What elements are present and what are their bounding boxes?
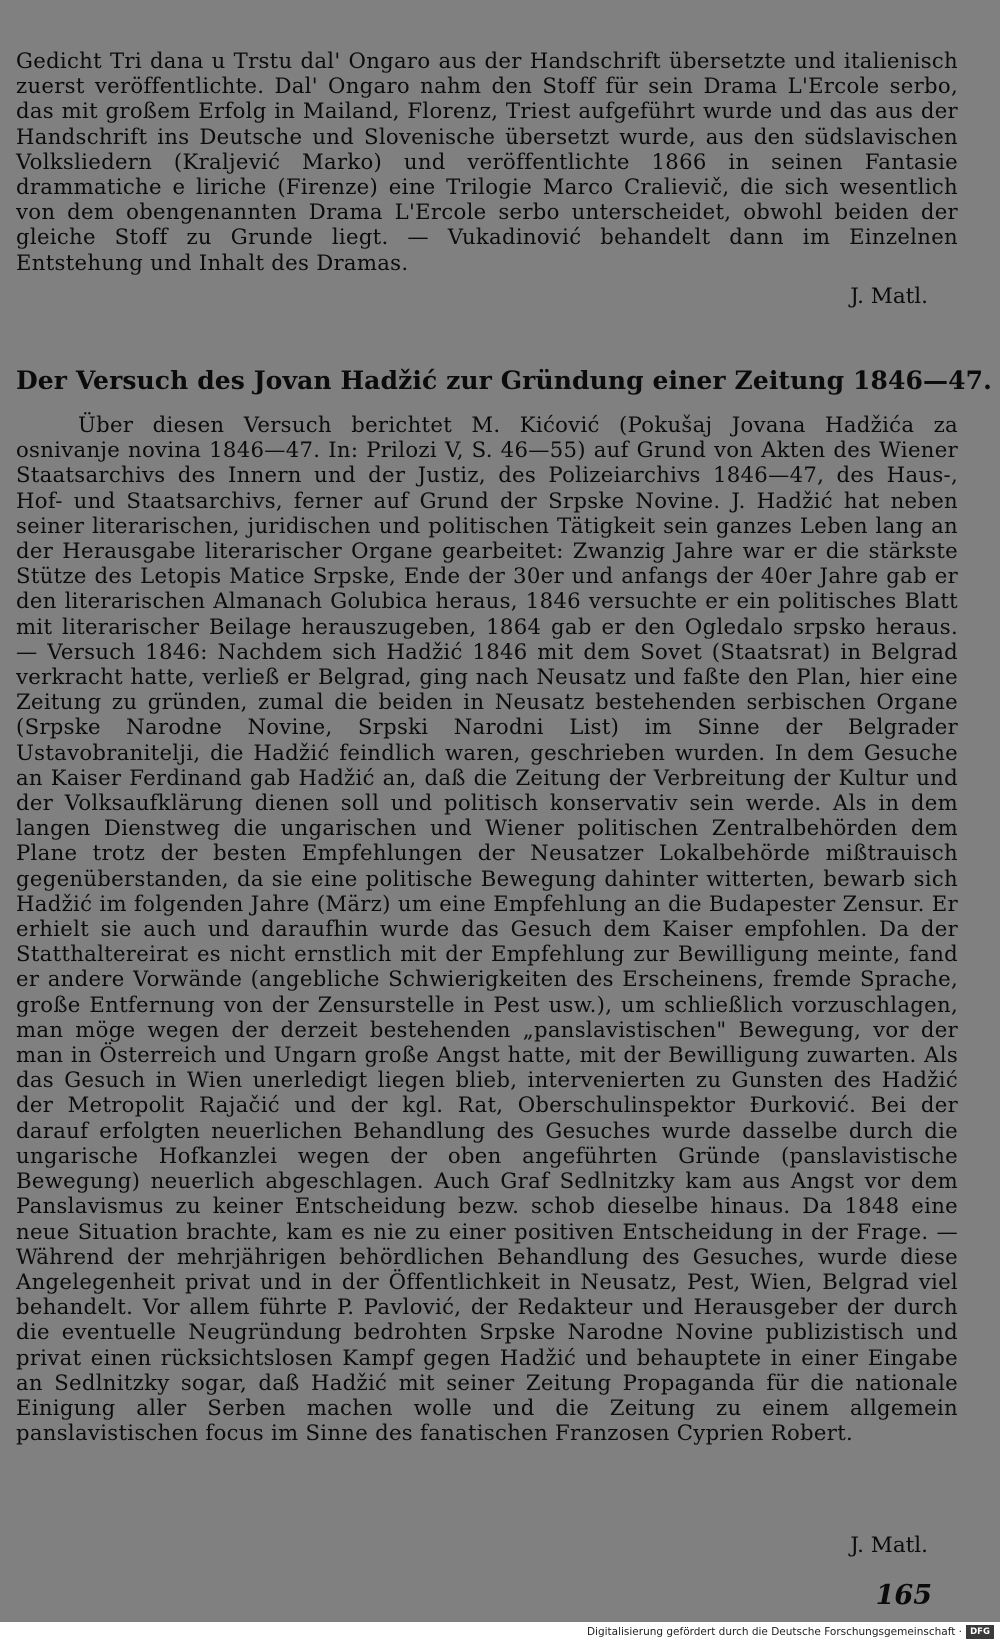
- article-1-body: Gedicht Tri dana u Trstu dal' Ongaro aus der Handschrift übersetzte und italienisch zuerst veröffentlichte. Dal' Ongaro nahm den Stoff für sein Drama L'Ercole serbo, das mit großem Erfolg in Mailand, Florenz, Triest aufgeführt wurde und das aus der Handschrift ins Deutsche und Slovenische übersetzt wurde, aus den südslavischen Volksliedern (Kraljević Marko) und veröffentlichte 1866 in seinen Fantasie drammatiche e liriche (Firenze) eine Trilogie Marco Cralievič, die sich wesentlich von dem obengenannten Drama L'Ercole serbo unterscheidet, obwohl beiden der gleiche Stoff zu Grunde liegt. — Vukadinović behandelt dann im Einzelnen Entstehung und Inhalt des Dramas.: [16, 48, 958, 275]
- article-2-title: Der Versuch des Jovan Hadžić zur Gründung einer Zeitung 1846—47.: [16, 366, 992, 395]
- funding-credit: Digitalisierung gefördert durch die Deutsche Forschungsgemeinschaft ·: [586, 1626, 962, 1638]
- digitization-footer: [0, 1622, 1000, 1642]
- article-1-signature: J. Matl.: [850, 284, 928, 309]
- page-number: 165: [875, 1580, 932, 1611]
- dfg-logo-icon: DFG: [966, 1625, 994, 1639]
- article-2-signature: J. Matl.: [850, 1533, 928, 1558]
- article-2-body: Über diesen Versuch berichtet M. Kićović (Pokušaj Jovana Hadžića za osnivanje novina 1846—47. In: Prilozi V, S. 46—55) auf Grund von Akten des Wiener Staatsarchivs des Innern und der Justiz, des Polizeiarchivs 1846—47, des Haus-, Hof- und Staatsarchivs, ferner auf Grund der Srpske Novine. J. Hadžić hat neben seiner literarischen, juridischen und politischen Tätigkeit sein ganzes Leben lang an der Herausgabe literarischer Organe gearbeitet: Zwanzig Jahre war er die stärkste Stütze des Letopis Matice Srpske, Ende der 30er und anfangs der 40er Jahre gab er den literarischen Almanach Golubica heraus, 1846 versuchte er ein politisches Blatt mit literarischer Beilage herauszugeben, 1864 gab er den Ogledalo srpsko heraus. — Versuch 1846: Nachdem sich Hadžić 1846 mit dem Sovet (Staatsrat) in Belgrad verkracht hatte, verließ er Belgrad, ging nach Neusatz und faßte den Plan, hier eine Zeitung zu gründen, zumal die beiden in Neusatz bestehenden serbischen Organe (Srpske Narodne Novine, Srpski Narodni List) im Sinne der Belgrader Ustavobranitelji, die Hadžić feindlich waren, geschrieben wurden. In dem Gesuche an Kaiser Ferdinand gab Hadžić an, daß die Zeitung der Verbreitung der Kultur und der Volksaufklärung dienen soll und politisch konservativ sein werde. Als in dem langen Dienstweg die ungarischen und Wiener politischen Zentralbehörden dem Plane trotz der besten Empfehlungen der Neusatzer Lokalbehörde mißtrauisch gegenüberstanden, da sie eine politische Bewegung dahinter witterten, bewarb sich Hadžić im folgenden Jahre (März) um eine Empfehlung an die Budapester Zensur. Er erhielt sie auch und daraufhin wurde das Gesuch dem Kaiser empfohlen. Da der Statthaltereirat es nicht ernstlich mit der Empfehlung zur Bewilligung meinte, fand er andere Vorwände (angebliche Schwierigkeiten des Erscheinens, fremde Sprache, große Entfernung von der Zensurstelle in Pest usw.), um schließlich vorzuschlagen, man möge wegen der derzeit bestehenden „panslavistischen" Bewegung, vor der man in Österreich und Ungarn große Angst hatte, mit der Bewilligung zuwarten. Als das Gesuch in Wien unerledigt liegen blieb, intervenierten zu Gunsten des Hadžić der Metropolit Rajačić und der kgl. Rat, Oberschulinspektor Đurković. Bei der darauf erfolgten neuerlichen Behandlung des Gesuches wurde dasselbe durch die ungarische Hofkanzlei wegen der oben angeführten Gründe (panslavistische Bewegung) neuerlich abgeschlagen. Auch Graf Sedlnitzky kam aus Angst vor dem Panslavismus zu keiner Entscheidung bezw. schob dieselbe hinaus. Da 1848 eine neue Situation brachte, kam es nie zu einer positiven Entscheidung in der Frage. — Während der mehrjährigen behördlichen Behandlung des Gesuches, wurde diese Angelegenheit privat und in der Öffentlichkeit in Neusatz, Pest, Wien, Belgrad viel behandelt. Vor allem führte P. Pavlović, der Redakteur und Herausgeber der durch die eventuelle Neugründung bedrohten Srpske Narodne Novine publizistisch und privat einen rücksichtslosen Kampf gegen Hadžić und behauptete in einer Eingabe an Sedlnitzky sogar, daß Hadžić mit seiner Zeitung Propaganda für die nationale Einigung aller Serben machen wolle und die Zeitung zu einem allgemein panslavistischen focus im Sinne des fanatischen Franzosen Cyprien Robert.: [16, 412, 958, 1446]
